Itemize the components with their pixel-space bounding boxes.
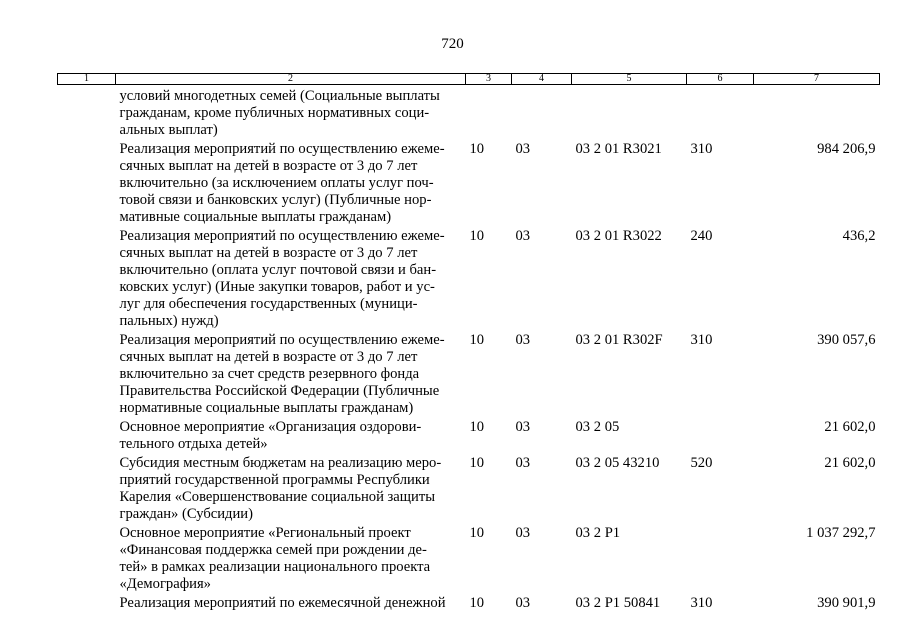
section-code-cell: 10 bbox=[469, 595, 485, 611]
amount-cell: 436,2 bbox=[842, 228, 876, 244]
item-name-line: ковских услуг) (Иные закупки товаров, работ и ус- bbox=[119, 279, 435, 295]
target-article-cell: 03 2 P1 bbox=[575, 525, 621, 541]
subsection-code-cell: 03 bbox=[515, 228, 531, 244]
table-row bbox=[58, 595, 880, 614]
table-row bbox=[58, 332, 880, 419]
item-name-line: приятий государственной программы Республики bbox=[119, 472, 430, 488]
item-name-line: луг для обеспечения государственных (муници- bbox=[119, 296, 418, 312]
item-name-line: альных выплат) bbox=[119, 122, 218, 138]
row-number-cell bbox=[58, 419, 116, 455]
item-name-line: включительно (за исключением оплаты услуг поч- bbox=[119, 175, 434, 191]
section-code-cell: 10 bbox=[469, 332, 485, 348]
column-header-3: 3 bbox=[466, 74, 512, 85]
subsection-code-cell: 03 bbox=[515, 332, 531, 348]
table-row bbox=[58, 228, 880, 332]
item-name-line: товой связи и банковских услуг) (Публичные нор- bbox=[119, 192, 432, 208]
column-header-4: 4 bbox=[512, 74, 572, 85]
expense-type-cell bbox=[687, 419, 754, 455]
table-row bbox=[58, 141, 880, 228]
expense-type-cell: 520 bbox=[690, 455, 713, 471]
item-name-line: Основное мероприятие «Организация оздорови- bbox=[119, 419, 422, 435]
subsection-code-cell: 03 bbox=[515, 419, 531, 435]
item-name-cell bbox=[116, 332, 466, 419]
subsection-code-cell: 03 bbox=[515, 141, 531, 157]
target-article-cell: 03 2 01 R302F bbox=[575, 332, 663, 348]
amount-cell bbox=[754, 85, 880, 142]
page-number: 720 bbox=[441, 36, 464, 52]
section-code-cell: 10 bbox=[469, 141, 485, 157]
item-name-line: тей» в рамках реализации национального проекта bbox=[119, 559, 431, 575]
table-row bbox=[58, 85, 880, 142]
row-number-cell bbox=[58, 332, 116, 419]
section-code-cell: 10 bbox=[469, 525, 485, 541]
item-name-line: включительно (оплата услуг почтовой связи и бан- bbox=[119, 262, 437, 278]
column-number-row bbox=[58, 74, 880, 85]
row-number-cell bbox=[58, 141, 116, 228]
amount-cell: 21 602,0 bbox=[824, 419, 876, 435]
item-name-line: нормативные социальные выплаты гражданам) bbox=[119, 400, 414, 416]
item-name-line: тельного отдыха детей» bbox=[119, 436, 268, 452]
item-name-line: Правительства Российской Федерации (Публичные bbox=[119, 383, 440, 399]
row-number-cell bbox=[58, 595, 116, 614]
budget-table bbox=[57, 73, 880, 614]
item-name-cell bbox=[116, 595, 466, 614]
subsection-code-cell bbox=[512, 85, 572, 142]
amount-cell: 390 057,6 bbox=[817, 332, 876, 348]
item-name-line: Реализация мероприятий по осуществлению ежеме- bbox=[119, 228, 445, 244]
item-name-cell bbox=[116, 455, 466, 525]
row-number-cell bbox=[58, 85, 116, 142]
section-code-cell bbox=[466, 85, 512, 142]
target-article-cell: 03 2 05 bbox=[575, 419, 620, 435]
target-article-cell: 03 2 05 43210 bbox=[575, 455, 660, 471]
target-article-cell: 03 2 01 R3022 bbox=[575, 228, 662, 244]
item-name-line: пальных) нужд) bbox=[119, 313, 219, 329]
subsection-code-cell: 03 bbox=[515, 525, 531, 541]
item-name-line: граждан» (Субсидии) bbox=[119, 506, 253, 522]
item-name-line: Основное мероприятие «Региональный проект bbox=[119, 525, 411, 541]
target-article-cell: 03 2 P1 50841 bbox=[575, 595, 661, 611]
item-name-line: Реализация мероприятий по ежемесячной денежной bbox=[119, 595, 446, 611]
item-name-line: «Демография» bbox=[119, 576, 211, 592]
amount-cell: 21 602,0 bbox=[824, 455, 876, 471]
item-name-line: Субсидия местным бюджетам на реализацию меро- bbox=[119, 455, 442, 471]
expense-type-cell: 310 bbox=[690, 141, 713, 157]
subsection-code-cell: 03 bbox=[515, 455, 531, 471]
expense-type-cell: 310 bbox=[690, 332, 713, 348]
item-name-cell bbox=[116, 419, 466, 455]
item-name-cell bbox=[116, 141, 466, 228]
item-name-line: «Финансовая поддержка семей при рождении де- bbox=[119, 542, 427, 558]
row-number-cell bbox=[58, 525, 116, 595]
section-code-cell: 10 bbox=[469, 455, 485, 471]
amount-cell: 984 206,9 bbox=[817, 141, 876, 157]
subsection-code-cell: 03 bbox=[515, 595, 531, 611]
item-name-line: Реализация мероприятий по осуществлению ежеме- bbox=[119, 141, 445, 157]
expense-type-cell bbox=[687, 85, 754, 142]
item-name-line: гражданам, кроме публичных нормативных соци- bbox=[119, 105, 430, 121]
column-header-6: 6 bbox=[687, 74, 754, 85]
item-name-line: Реализация мероприятий по осуществлению ежеме- bbox=[119, 332, 445, 348]
expense-type-cell: 240 bbox=[690, 228, 713, 244]
item-name-line: сячных выплат на детей в возрасте от 3 до 7 лет bbox=[119, 349, 418, 365]
row-number-cell bbox=[58, 455, 116, 525]
item-name-line: мативные социальные выплаты гражданам) bbox=[119, 209, 392, 225]
section-code-cell: 10 bbox=[469, 228, 485, 244]
table-row bbox=[58, 525, 880, 595]
table-row bbox=[58, 419, 880, 455]
item-name-line: Карелия «Совершенствование социальной защиты bbox=[119, 489, 436, 505]
item-name-line: включительно за счет средств резервного фонда bbox=[119, 366, 420, 382]
column-header-5: 5 bbox=[572, 74, 687, 85]
item-name-cell bbox=[116, 85, 466, 142]
amount-cell: 1 037 292,7 bbox=[806, 525, 876, 541]
budget-table-body bbox=[58, 85, 880, 615]
expense-type-cell: 310 bbox=[690, 595, 713, 611]
item-name-line: сячных выплат на детей в возрасте от 3 до 7 лет bbox=[119, 158, 418, 174]
row-number-cell bbox=[58, 228, 116, 332]
expense-type-cell bbox=[687, 525, 754, 595]
item-name-cell bbox=[116, 525, 466, 595]
column-header-7: 7 bbox=[754, 74, 880, 85]
amount-cell: 390 901,9 bbox=[817, 595, 876, 611]
item-name-line: сячных выплат на детей в возрасте от 3 до 7 лет bbox=[119, 245, 418, 261]
table-row bbox=[58, 455, 880, 525]
column-header-1: 1 bbox=[58, 74, 116, 85]
column-header-2: 2 bbox=[116, 74, 466, 85]
target-article-cell bbox=[572, 85, 687, 142]
item-name-line: условий многодетных семей (Социальные выплаты bbox=[119, 88, 440, 104]
section-code-cell: 10 bbox=[469, 419, 485, 435]
item-name-cell bbox=[116, 228, 466, 332]
target-article-cell: 03 2 01 R3021 bbox=[575, 141, 662, 157]
